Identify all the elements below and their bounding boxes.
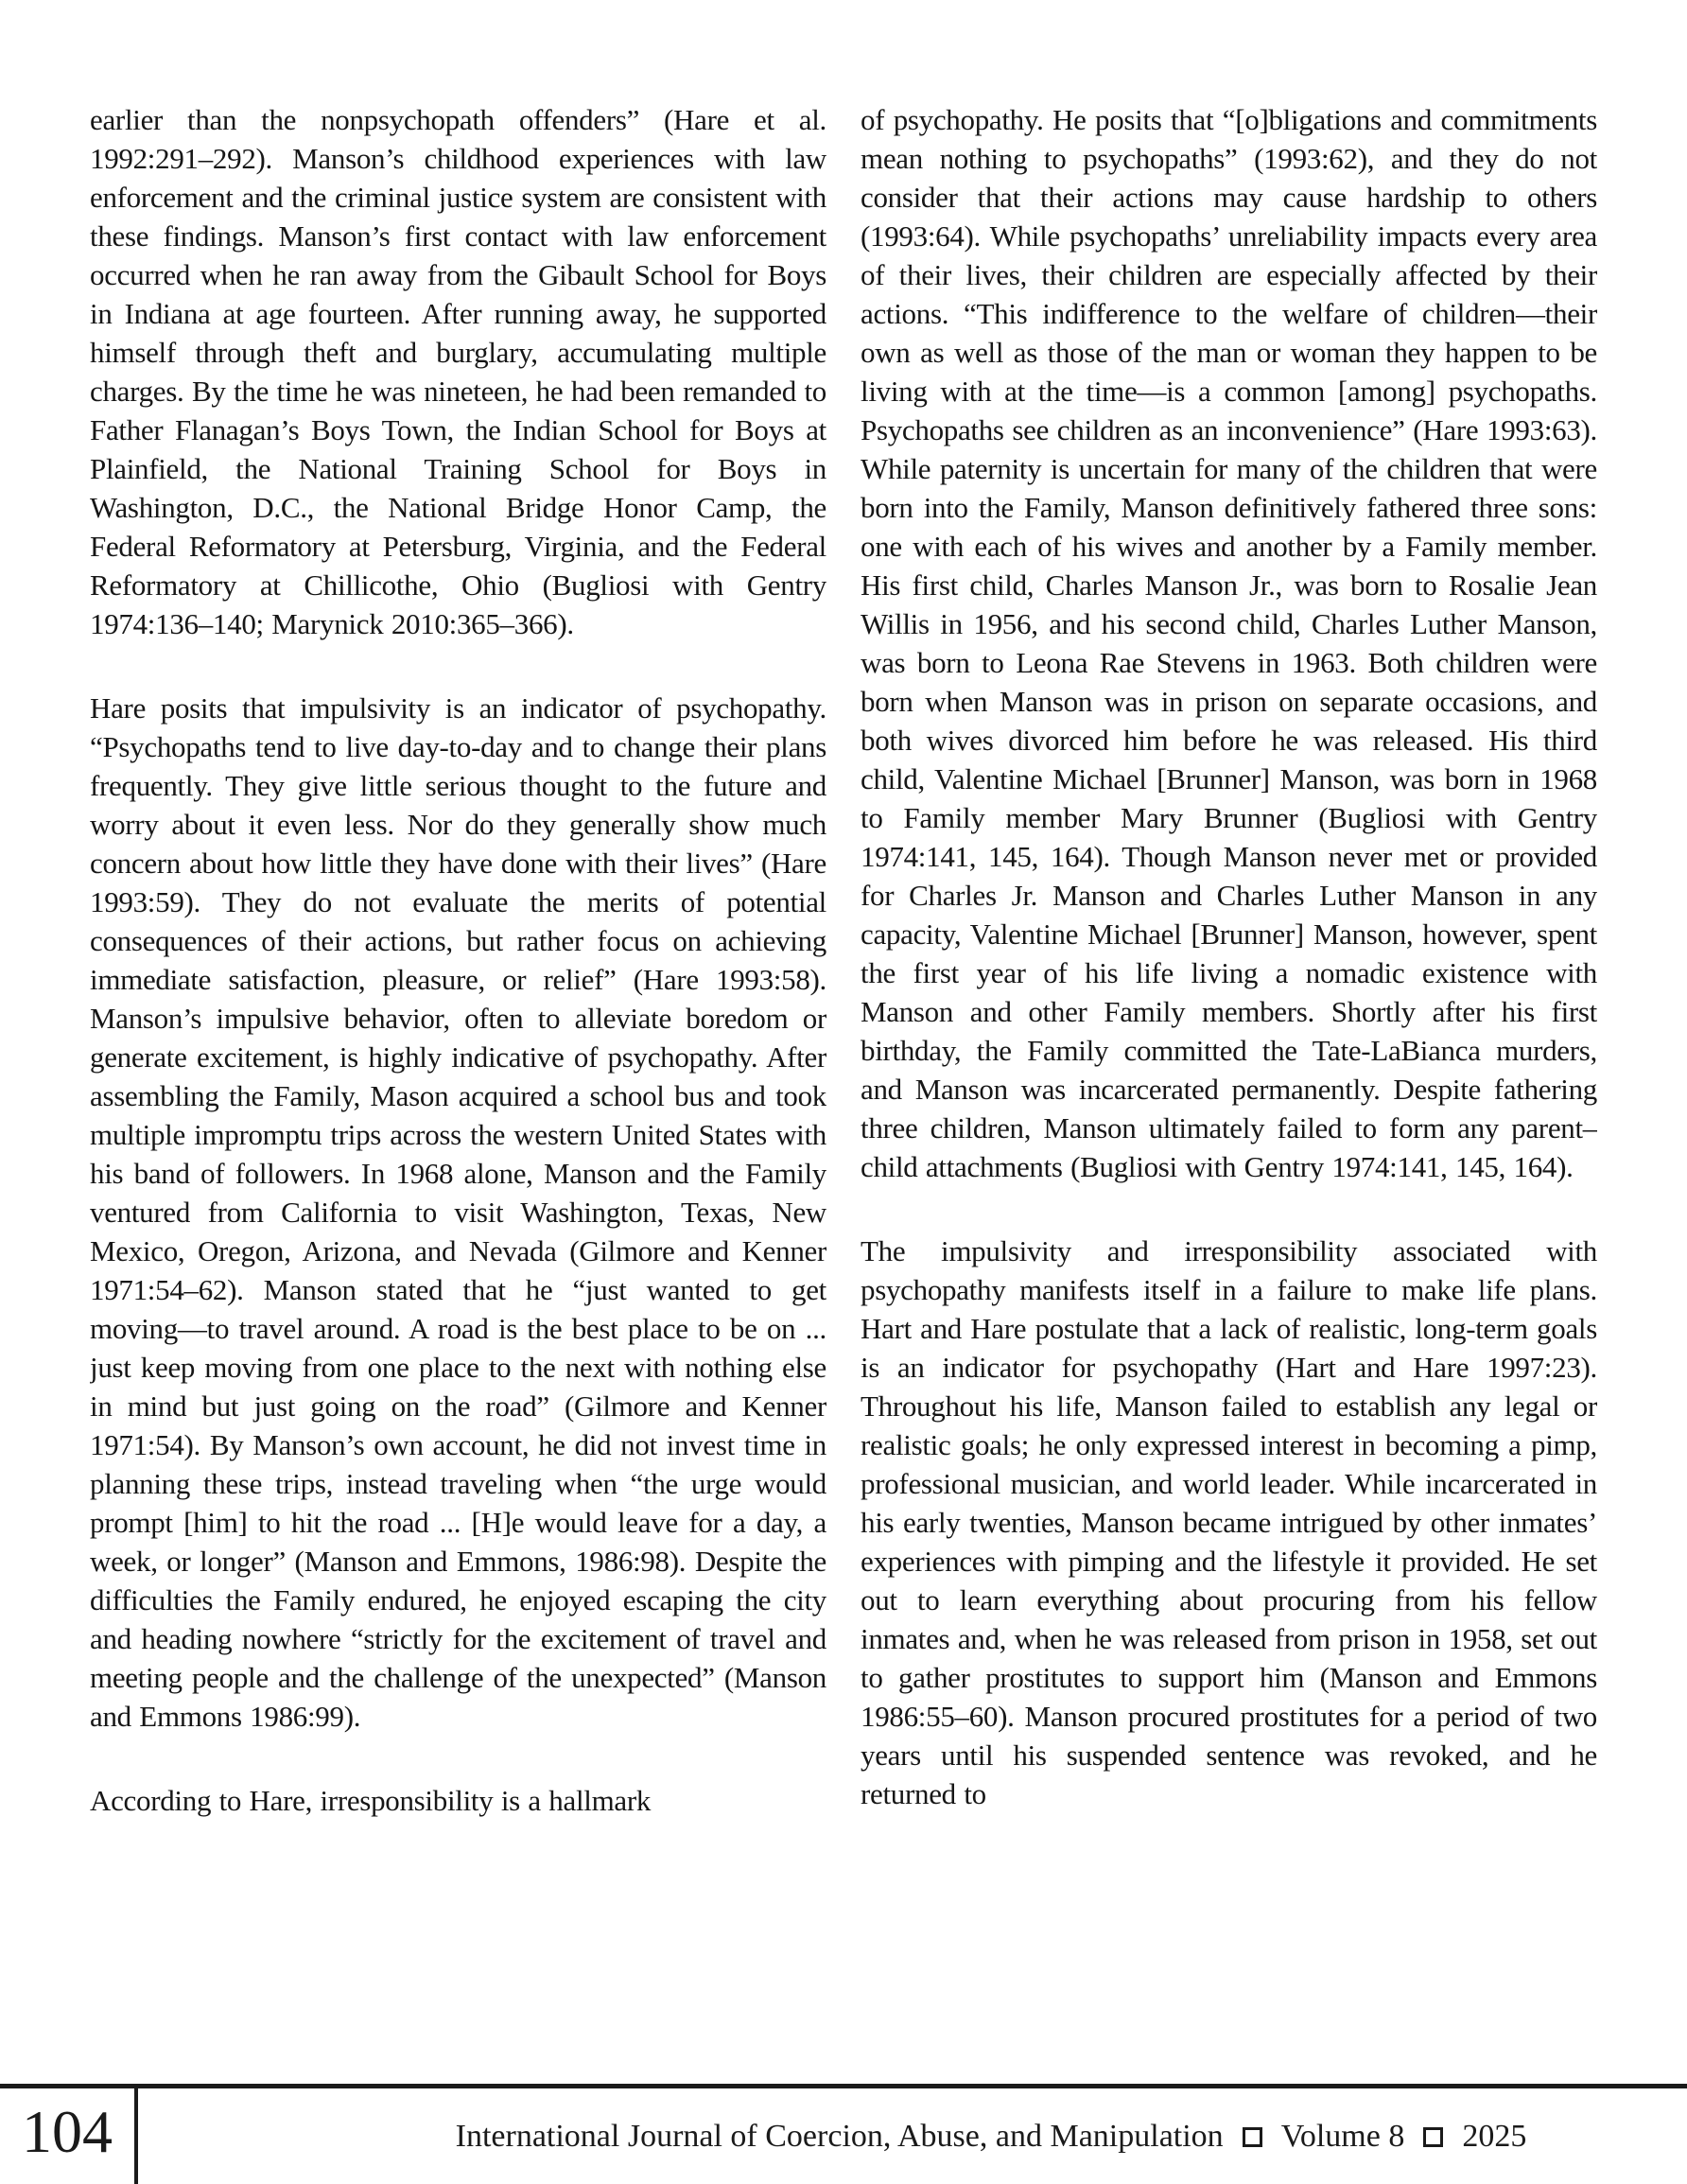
journal-title: International Journal of Coercion, Abuse, and Manipulation <box>455 2118 1224 2154</box>
text-column-left <box>90 100 826 2077</box>
paragraph: of psychopathy. He posits that “[o]bligations and commitments mean nothing to psychopaths” (1993:62), and they do not consider that their actions may cause hardship to others (1993:64). While psychopaths’ unreliability impacts every area of their lives, their children are especially affected by their actions. “This indifference to the welfare of children—their own as well as those of the man or woman they happen to be living with at the time—is a common [among] psychopaths. Psychopaths see children as an inconvenience” (Hare 1993:63). While paternity is uncertain for many of the children that were born into the Family, Manson definitively fathered three sons: one with each of his wives and another by a Family member. His first child, Charles Manson Jr., was born to Rosalie Jean Willis in 1956, and his second child, Charles Luther Manson, was born to Leona Rae Stevens in 1963. Both children were born when Manson was in prison on separate occasions, and both wives divorced him before he was released. His third child, Valentine Michael [Brunner] Manson, was born in 1968 to Family member Mary Brunner (Bugliosi with Gentry 1974:141, 145, 164). Though Manson never met or provided for Charles Jr. Manson and Charles Luther Manson in any capacity, Valentine Michael [Brunner] Manson, however, spent the first year of his life living a nomadic existence with Manson and other Family members. Shortly after his first birthday, the Family committed the Tate-LaBianca murders, and Manson was incarcerated permanently. Despite fathering three children, Manson ultimately failed to form any parent–child attachments (Bugliosi with Gentry 1974:141, 145, 164). <box>861 103 1597 1183</box>
open-square-icon <box>1243 2127 1262 2147</box>
journal-footer-line <box>138 2088 1687 2184</box>
page-number: 104 <box>22 2097 113 2165</box>
paragraph: earlier than the nonpsychopath offenders” (Hare et al. 1992:291–292). Manson’s childhood experiences with law enforcement and the criminal justice system are consistent with these findings. Manson’s first contact with law enforcement occurred when he ran away from the Gibault School for Boys in Indiana at age fourteen. After running away, he supported himself through theft and burglary, accumulating multiple charges. By the time he was nineteen, he had been remanded to Father Flanagan’s Boys Town, the Indian School for Boys at Plainfield, the National Training School for Boys in Washington, D.C., the National Bridge Honor Camp, the Federal Reformatory at Petersburg, Virginia, and the Federal Reformatory at Chillicothe, Ohio (Bugliosi with Gentry 1974:136–140; Marynick 2010:365–366). <box>90 103 826 640</box>
year-label: 2025 <box>1462 2118 1527 2154</box>
text-column-right <box>861 100 1597 2077</box>
paragraph: The impulsivity and irresponsibility associated with psychopathy manifests itself in a failure to make life plans. Hart and Hare postulate that a lack of realistic, long-term goals is an indicator for psychopathy (Hart and Hare 1997:23). Throughout his life, Manson failed to establish any legal or realistic goals; he only expressed interest in becoming a pimp, professional musician, and world leader. While incarcerated in his early twenties, Manson became intrigued by other inmates’ experiences with pimping and the lifestyle it provided. He set out to learn everything about procuring from his fellow inmates and, when he was released from prison in 1958, set out to gather prostitutes to support him (Manson and Emmons 1986:55–60). Manson procured prostitutes for a period of two years until his suspended sentence was revoked, and he returned to <box>861 1234 1597 1810</box>
page-footer <box>0 2088 1687 2184</box>
paragraph: According to Hare, irresponsibility is a hallmark <box>90 1784 652 1817</box>
open-square-icon <box>1423 2127 1443 2147</box>
article-body <box>90 100 1597 2077</box>
page-number-cell <box>0 2088 134 2184</box>
volume-label: Volume 8 <box>1280 2118 1405 2154</box>
paragraph: Hare posits that impulsivity is an indicator of psychopathy. “Psychopaths tend to live day-to-day and to change their plans frequently. They give little serious thought to the future and worry about it even less. Nor do they generally show much concern about how little they have done with their lives” (Hare 1993:59). They do not evaluate the merits of potential consequences of their actions, but rather focus on achieving immediate satisfaction, pleasure, or relief” (Hare 1993:58). Manson’s impulsive behavior, often to alleviate boredom or generate excitement, is highly indicative of psychopathy. After assembling the Family, Mason acquired a school bus and took multiple impromptu trips across the western United States with his band of followers. In 1968 alone, Manson and the Family ventured from California to visit Washington, Texas, New Mexico, Oregon, Arizona, and Nevada (Gilmore and Kenner 1971:54–62). Manson stated that he “just wanted to get moving—to travel around. A road is the best place to be on ... just keep moving from one place to the next with nothing else in mind but just going on the road” (Gilmore and Kenner 1971:54). By Manson’s own account, he did not invest time in planning these trips, instead traveling when “the urge would prompt [him] to hit the road ... [H]e would leave for a day, a week, or longer” (Manson and Emmons, 1986:98). Despite the difficulties the Family endured, he enjoyed escaping the city and heading nowhere “strictly for the excitement of travel and meeting people and the challenge of the unexpected” (Manson and Emmons 1986:99). <box>90 691 826 1733</box>
